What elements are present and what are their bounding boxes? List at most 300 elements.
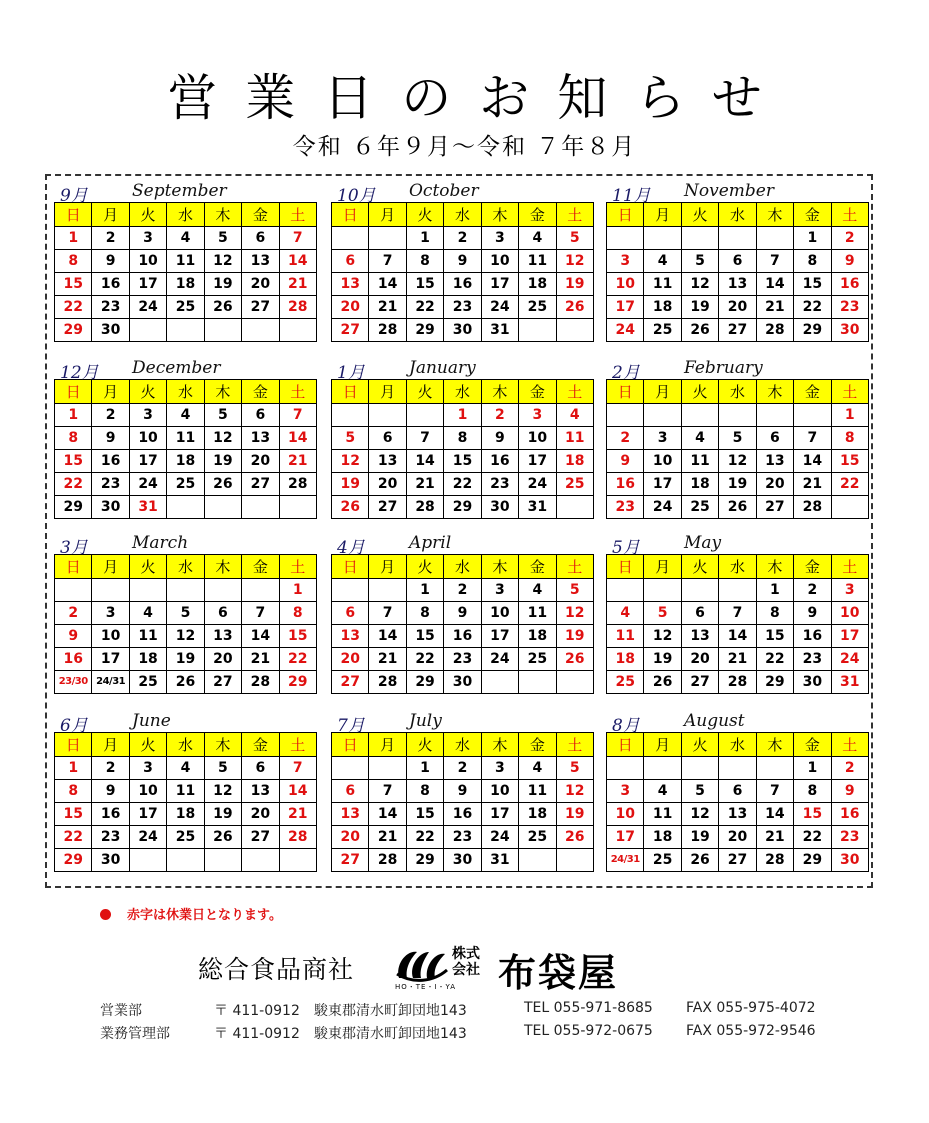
- day-cell: 5: [681, 780, 718, 803]
- day-cell: [332, 227, 369, 250]
- day-cell: [644, 757, 681, 780]
- weekday-label: 日: [55, 203, 92, 227]
- week-row: [607, 250, 869, 273]
- day-cell: 23: [481, 473, 518, 496]
- weekday-label: 水: [719, 733, 756, 757]
- weekday-label: 金: [242, 555, 279, 579]
- weekday-label: 日: [607, 733, 644, 757]
- day-cell: 20: [242, 803, 279, 826]
- day-cell: 4: [167, 227, 204, 250]
- day-cell: 12: [204, 780, 241, 803]
- day-cell: 6: [681, 602, 718, 625]
- month-number: 7月: [337, 716, 365, 736]
- day-cell: 20: [204, 648, 241, 671]
- day-cell: [167, 849, 204, 872]
- day-cell: [756, 404, 793, 427]
- day-cell: 24: [481, 826, 518, 849]
- week-row: [332, 427, 594, 450]
- day-cell: [607, 404, 644, 427]
- day-cell: 11: [167, 250, 204, 273]
- address-text: 駿東郡清水町卸団地143: [314, 1003, 467, 1019]
- weekday-label: 月: [644, 733, 681, 757]
- day-cell: [681, 404, 718, 427]
- day-cell: 14: [756, 273, 793, 296]
- day-cell: 26: [204, 296, 241, 319]
- day-cell: 6: [756, 427, 793, 450]
- month-calendar: [606, 355, 869, 519]
- day-cell: 25: [167, 473, 204, 496]
- day-cell: 17: [607, 826, 644, 849]
- month-table: [606, 202, 869, 342]
- day-cell: 26: [556, 296, 593, 319]
- week-row: [607, 579, 869, 602]
- week-row: [607, 849, 869, 872]
- day-cell: 26: [556, 826, 593, 849]
- day-cell: 6: [242, 227, 279, 250]
- day-cell: 3: [519, 404, 556, 427]
- day-cell: 9: [92, 427, 129, 450]
- weekday-label: 日: [607, 203, 644, 227]
- day-cell: [369, 227, 406, 250]
- day-cell: 26: [681, 849, 718, 872]
- day-cell: 23: [607, 496, 644, 519]
- day-cell: 14: [756, 803, 793, 826]
- day-cell: 31: [831, 671, 868, 694]
- day-cell: 15: [55, 450, 92, 473]
- weekday-label: 土: [831, 203, 868, 227]
- month-header: [331, 708, 594, 736]
- day-cell: 19: [204, 450, 241, 473]
- day-cell: 11: [681, 450, 718, 473]
- week-row: [55, 780, 317, 803]
- month-calendar: [606, 530, 869, 694]
- month-name: February: [684, 358, 763, 378]
- day-cell: 13: [242, 427, 279, 450]
- day-cell: 28: [756, 319, 793, 342]
- day-cell: 7: [369, 250, 406, 273]
- day-cell: 16: [444, 625, 481, 648]
- month-calendar: [331, 708, 594, 872]
- day-cell: [756, 757, 793, 780]
- month-table: [331, 379, 594, 519]
- day-cell: 25: [129, 671, 166, 694]
- day-cell: 21: [756, 296, 793, 319]
- day-cell: 8: [55, 780, 92, 803]
- day-cell: 27: [204, 671, 241, 694]
- day-cell: 27: [332, 671, 369, 694]
- day-cell: 9: [55, 625, 92, 648]
- day-cell: 1: [794, 227, 831, 250]
- day-cell: 23/30: [55, 671, 92, 694]
- day-cell: 28: [279, 826, 316, 849]
- day-cell: 22: [55, 473, 92, 496]
- day-cell: 13: [719, 803, 756, 826]
- weekday-label: 月: [369, 380, 406, 404]
- day-cell: 30: [444, 849, 481, 872]
- weekday-label: 金: [519, 733, 556, 757]
- day-cell: 16: [444, 803, 481, 826]
- weekday-label: 土: [556, 203, 593, 227]
- month-calendar: [54, 355, 317, 519]
- weekday-label: 月: [92, 733, 129, 757]
- day-cell: 27: [332, 849, 369, 872]
- day-cell: [644, 579, 681, 602]
- day-cell: 16: [92, 803, 129, 826]
- day-cell: 21: [756, 826, 793, 849]
- day-cell: 10: [481, 602, 518, 625]
- day-cell: 17: [607, 296, 644, 319]
- day-cell: [519, 319, 556, 342]
- day-cell: 10: [607, 803, 644, 826]
- day-cell: 11: [129, 625, 166, 648]
- day-cell: 28: [369, 671, 406, 694]
- month-name: September: [132, 181, 227, 201]
- weekday-label: 水: [719, 555, 756, 579]
- day-cell: 17: [92, 648, 129, 671]
- weekday-header-row: [55, 733, 317, 757]
- weekday-header-row: [332, 380, 594, 404]
- day-cell: 14: [719, 625, 756, 648]
- day-cell: 11: [644, 273, 681, 296]
- day-cell: 31: [129, 496, 166, 519]
- weekday-header-row: [332, 203, 594, 227]
- weekday-label: 火: [681, 733, 718, 757]
- day-cell: [719, 579, 756, 602]
- day-cell: 25: [519, 296, 556, 319]
- day-cell: 17: [129, 450, 166, 473]
- weekday-header-row: [332, 555, 594, 579]
- week-row: [332, 602, 594, 625]
- weekday-label: 水: [167, 203, 204, 227]
- day-cell: [644, 227, 681, 250]
- weekday-label: 金: [242, 380, 279, 404]
- week-row: [55, 671, 317, 694]
- weekday-label: 日: [55, 733, 92, 757]
- month-name: March: [132, 533, 189, 553]
- weekday-label: 木: [481, 733, 518, 757]
- weekday-header-row: [607, 555, 869, 579]
- day-cell: 9: [831, 250, 868, 273]
- day-cell: [279, 319, 316, 342]
- month-table: [606, 732, 869, 872]
- day-cell: 6: [332, 250, 369, 273]
- fax-number: FAX 055-975-4072: [686, 1000, 816, 1016]
- day-cell: 13: [242, 250, 279, 273]
- day-cell: 20: [756, 473, 793, 496]
- day-cell: 11: [519, 602, 556, 625]
- day-cell: 25: [519, 826, 556, 849]
- day-cell: 28: [242, 671, 279, 694]
- day-cell: 20: [242, 450, 279, 473]
- day-cell: [204, 579, 241, 602]
- day-cell: 10: [644, 450, 681, 473]
- day-cell: 4: [644, 250, 681, 273]
- day-cell: 20: [242, 273, 279, 296]
- company-latin: HO・TE・I・YA: [395, 983, 457, 991]
- day-cell: 12: [681, 803, 718, 826]
- day-cell: 18: [644, 826, 681, 849]
- day-cell: 18: [556, 450, 593, 473]
- weekday-label: 火: [406, 203, 443, 227]
- day-cell: 22: [55, 296, 92, 319]
- weekday-label: 土: [279, 203, 316, 227]
- day-cell: 9: [831, 780, 868, 803]
- day-cell: 1: [756, 579, 793, 602]
- month-header: [331, 355, 594, 383]
- month-table: [331, 554, 594, 694]
- week-row: [607, 757, 869, 780]
- month-number: 1月: [337, 363, 365, 383]
- weekday-label: 日: [607, 380, 644, 404]
- weekday-label: 月: [369, 733, 406, 757]
- week-row: [55, 450, 317, 473]
- day-cell: [332, 757, 369, 780]
- day-cell: 9: [444, 780, 481, 803]
- weekday-label: 火: [681, 203, 718, 227]
- day-cell: 5: [719, 427, 756, 450]
- day-cell: 9: [481, 427, 518, 450]
- day-cell: 24: [481, 296, 518, 319]
- day-cell: 8: [406, 602, 443, 625]
- day-cell: 16: [794, 625, 831, 648]
- day-cell: 19: [719, 473, 756, 496]
- day-cell: 6: [332, 602, 369, 625]
- day-cell: 10: [129, 427, 166, 450]
- company-prefix: 総合食品商社: [198, 955, 355, 984]
- weekday-label: 水: [167, 733, 204, 757]
- month-header: [54, 355, 317, 383]
- month-table: [606, 379, 869, 519]
- day-cell: 20: [719, 296, 756, 319]
- day-cell: 30: [831, 849, 868, 872]
- weekday-label: 水: [167, 555, 204, 579]
- weekday-label: 月: [369, 555, 406, 579]
- month-header: [54, 708, 317, 736]
- day-cell: [719, 227, 756, 250]
- day-cell: [556, 319, 593, 342]
- day-cell: 16: [831, 273, 868, 296]
- weekday-label: 木: [481, 555, 518, 579]
- day-cell: 20: [332, 648, 369, 671]
- day-cell: 15: [794, 803, 831, 826]
- day-cell: [556, 671, 593, 694]
- day-cell: 1: [55, 757, 92, 780]
- day-cell: 27: [332, 319, 369, 342]
- day-cell: 1: [55, 227, 92, 250]
- day-cell: 21: [369, 648, 406, 671]
- month-header: [606, 708, 869, 736]
- day-cell: 24: [831, 648, 868, 671]
- month-number: 11月: [612, 186, 651, 206]
- day-cell: [167, 496, 204, 519]
- month-calendar: [331, 178, 594, 342]
- page-title: 営業日のお知らせ: [167, 69, 790, 127]
- day-cell: 19: [644, 648, 681, 671]
- day-cell: 9: [92, 250, 129, 273]
- month-name: June: [132, 711, 171, 731]
- week-row: [55, 648, 317, 671]
- weekday-label: 金: [519, 380, 556, 404]
- day-cell: 30: [831, 319, 868, 342]
- weekday-header-row: [55, 555, 317, 579]
- month-number: 12月: [60, 363, 99, 383]
- day-cell: 6: [204, 602, 241, 625]
- day-cell: 15: [444, 450, 481, 473]
- day-cell: 18: [519, 273, 556, 296]
- day-cell: 26: [556, 648, 593, 671]
- month-calendar: [331, 530, 594, 694]
- month-header: [54, 530, 317, 558]
- day-cell: 1: [794, 757, 831, 780]
- week-row: [332, 648, 594, 671]
- month-number: 10月: [337, 186, 376, 206]
- weekday-label: 水: [719, 203, 756, 227]
- day-cell: 22: [831, 473, 868, 496]
- day-cell: 2: [831, 227, 868, 250]
- day-cell: 24: [129, 826, 166, 849]
- week-row: [332, 757, 594, 780]
- month-calendar: [331, 355, 594, 519]
- day-cell: 15: [55, 803, 92, 826]
- day-cell: 28: [794, 496, 831, 519]
- weekday-label: 木: [756, 555, 793, 579]
- weekday-label: 木: [204, 380, 241, 404]
- day-cell: [607, 757, 644, 780]
- day-cell: 17: [644, 473, 681, 496]
- day-cell: 29: [279, 671, 316, 694]
- week-row: [332, 273, 594, 296]
- day-cell: [369, 404, 406, 427]
- day-cell: 24: [607, 319, 644, 342]
- day-cell: 4: [681, 427, 718, 450]
- day-cell: 12: [556, 602, 593, 625]
- day-cell: 16: [831, 803, 868, 826]
- day-cell: 30: [444, 319, 481, 342]
- day-cell: 10: [481, 780, 518, 803]
- day-cell: 16: [481, 450, 518, 473]
- day-cell: [167, 579, 204, 602]
- week-row: [607, 404, 869, 427]
- day-cell: 27: [369, 496, 406, 519]
- day-cell: [794, 404, 831, 427]
- day-cell: 30: [92, 319, 129, 342]
- day-cell: [519, 849, 556, 872]
- day-cell: 4: [167, 757, 204, 780]
- day-cell: 4: [129, 602, 166, 625]
- day-cell: 8: [279, 602, 316, 625]
- weekday-label: 日: [332, 380, 369, 404]
- company-name: 布袋屋: [498, 951, 619, 995]
- day-cell: [556, 496, 593, 519]
- day-cell: 8: [794, 250, 831, 273]
- day-cell: 24: [481, 648, 518, 671]
- weekday-label: 火: [129, 380, 166, 404]
- week-row: [332, 803, 594, 826]
- day-cell: 1: [279, 579, 316, 602]
- weekday-label: 土: [556, 733, 593, 757]
- day-cell: 29: [794, 849, 831, 872]
- month-name: January: [409, 358, 476, 378]
- day-cell: 22: [756, 648, 793, 671]
- day-cell: [279, 496, 316, 519]
- day-cell: 25: [681, 496, 718, 519]
- day-cell: [242, 319, 279, 342]
- day-cell: 27: [719, 319, 756, 342]
- week-row: [607, 496, 869, 519]
- day-cell: 14: [279, 250, 316, 273]
- day-cell: 10: [129, 250, 166, 273]
- day-cell: 3: [831, 579, 868, 602]
- weekday-label: 土: [279, 733, 316, 757]
- day-cell: 15: [794, 273, 831, 296]
- day-cell: 27: [756, 496, 793, 519]
- day-cell: 30: [481, 496, 518, 519]
- week-row: [55, 496, 317, 519]
- address-text: 駿東郡清水町卸団地143: [314, 1026, 467, 1042]
- month-name: November: [684, 181, 774, 201]
- day-cell: [831, 496, 868, 519]
- day-cell: 26: [681, 319, 718, 342]
- day-cell: [719, 757, 756, 780]
- day-cell: [556, 849, 593, 872]
- week-row: [55, 803, 317, 826]
- day-cell: 10: [519, 427, 556, 450]
- day-cell: [55, 579, 92, 602]
- day-cell: 2: [444, 757, 481, 780]
- day-cell: 19: [204, 273, 241, 296]
- day-cell: 21: [279, 803, 316, 826]
- weekday-label: 火: [681, 555, 718, 579]
- day-cell: 18: [681, 473, 718, 496]
- week-row: [607, 296, 869, 319]
- day-cell: 9: [92, 780, 129, 803]
- day-cell: 14: [369, 803, 406, 826]
- weekday-label: 金: [794, 555, 831, 579]
- weekday-label: 木: [481, 203, 518, 227]
- month-number: 2月: [612, 363, 640, 383]
- day-cell: 4: [167, 404, 204, 427]
- day-cell: 5: [556, 227, 593, 250]
- day-cell: 8: [794, 780, 831, 803]
- weekday-label: 金: [794, 203, 831, 227]
- day-cell: 3: [481, 757, 518, 780]
- day-cell: 1: [831, 404, 868, 427]
- month-number: 9月: [60, 186, 88, 206]
- day-cell: 8: [55, 250, 92, 273]
- day-cell: 1: [444, 404, 481, 427]
- weekday-label: 金: [519, 203, 556, 227]
- day-cell: 25: [556, 473, 593, 496]
- day-cell: 19: [332, 473, 369, 496]
- day-cell: 29: [794, 319, 831, 342]
- holiday-note-text: 赤字は休業日となります。: [127, 908, 282, 923]
- day-cell: 7: [756, 780, 793, 803]
- day-cell: 26: [719, 496, 756, 519]
- day-cell: [369, 579, 406, 602]
- day-cell: 3: [481, 227, 518, 250]
- red-dot-icon: [100, 909, 111, 920]
- day-cell: 21: [279, 273, 316, 296]
- weekday-label: 土: [279, 380, 316, 404]
- day-cell: 15: [831, 450, 868, 473]
- day-cell: [681, 227, 718, 250]
- day-cell: 11: [607, 625, 644, 648]
- week-row: [55, 296, 317, 319]
- weekday-label: 月: [644, 203, 681, 227]
- week-row: [332, 579, 594, 602]
- day-cell: 18: [644, 296, 681, 319]
- day-cell: 4: [519, 227, 556, 250]
